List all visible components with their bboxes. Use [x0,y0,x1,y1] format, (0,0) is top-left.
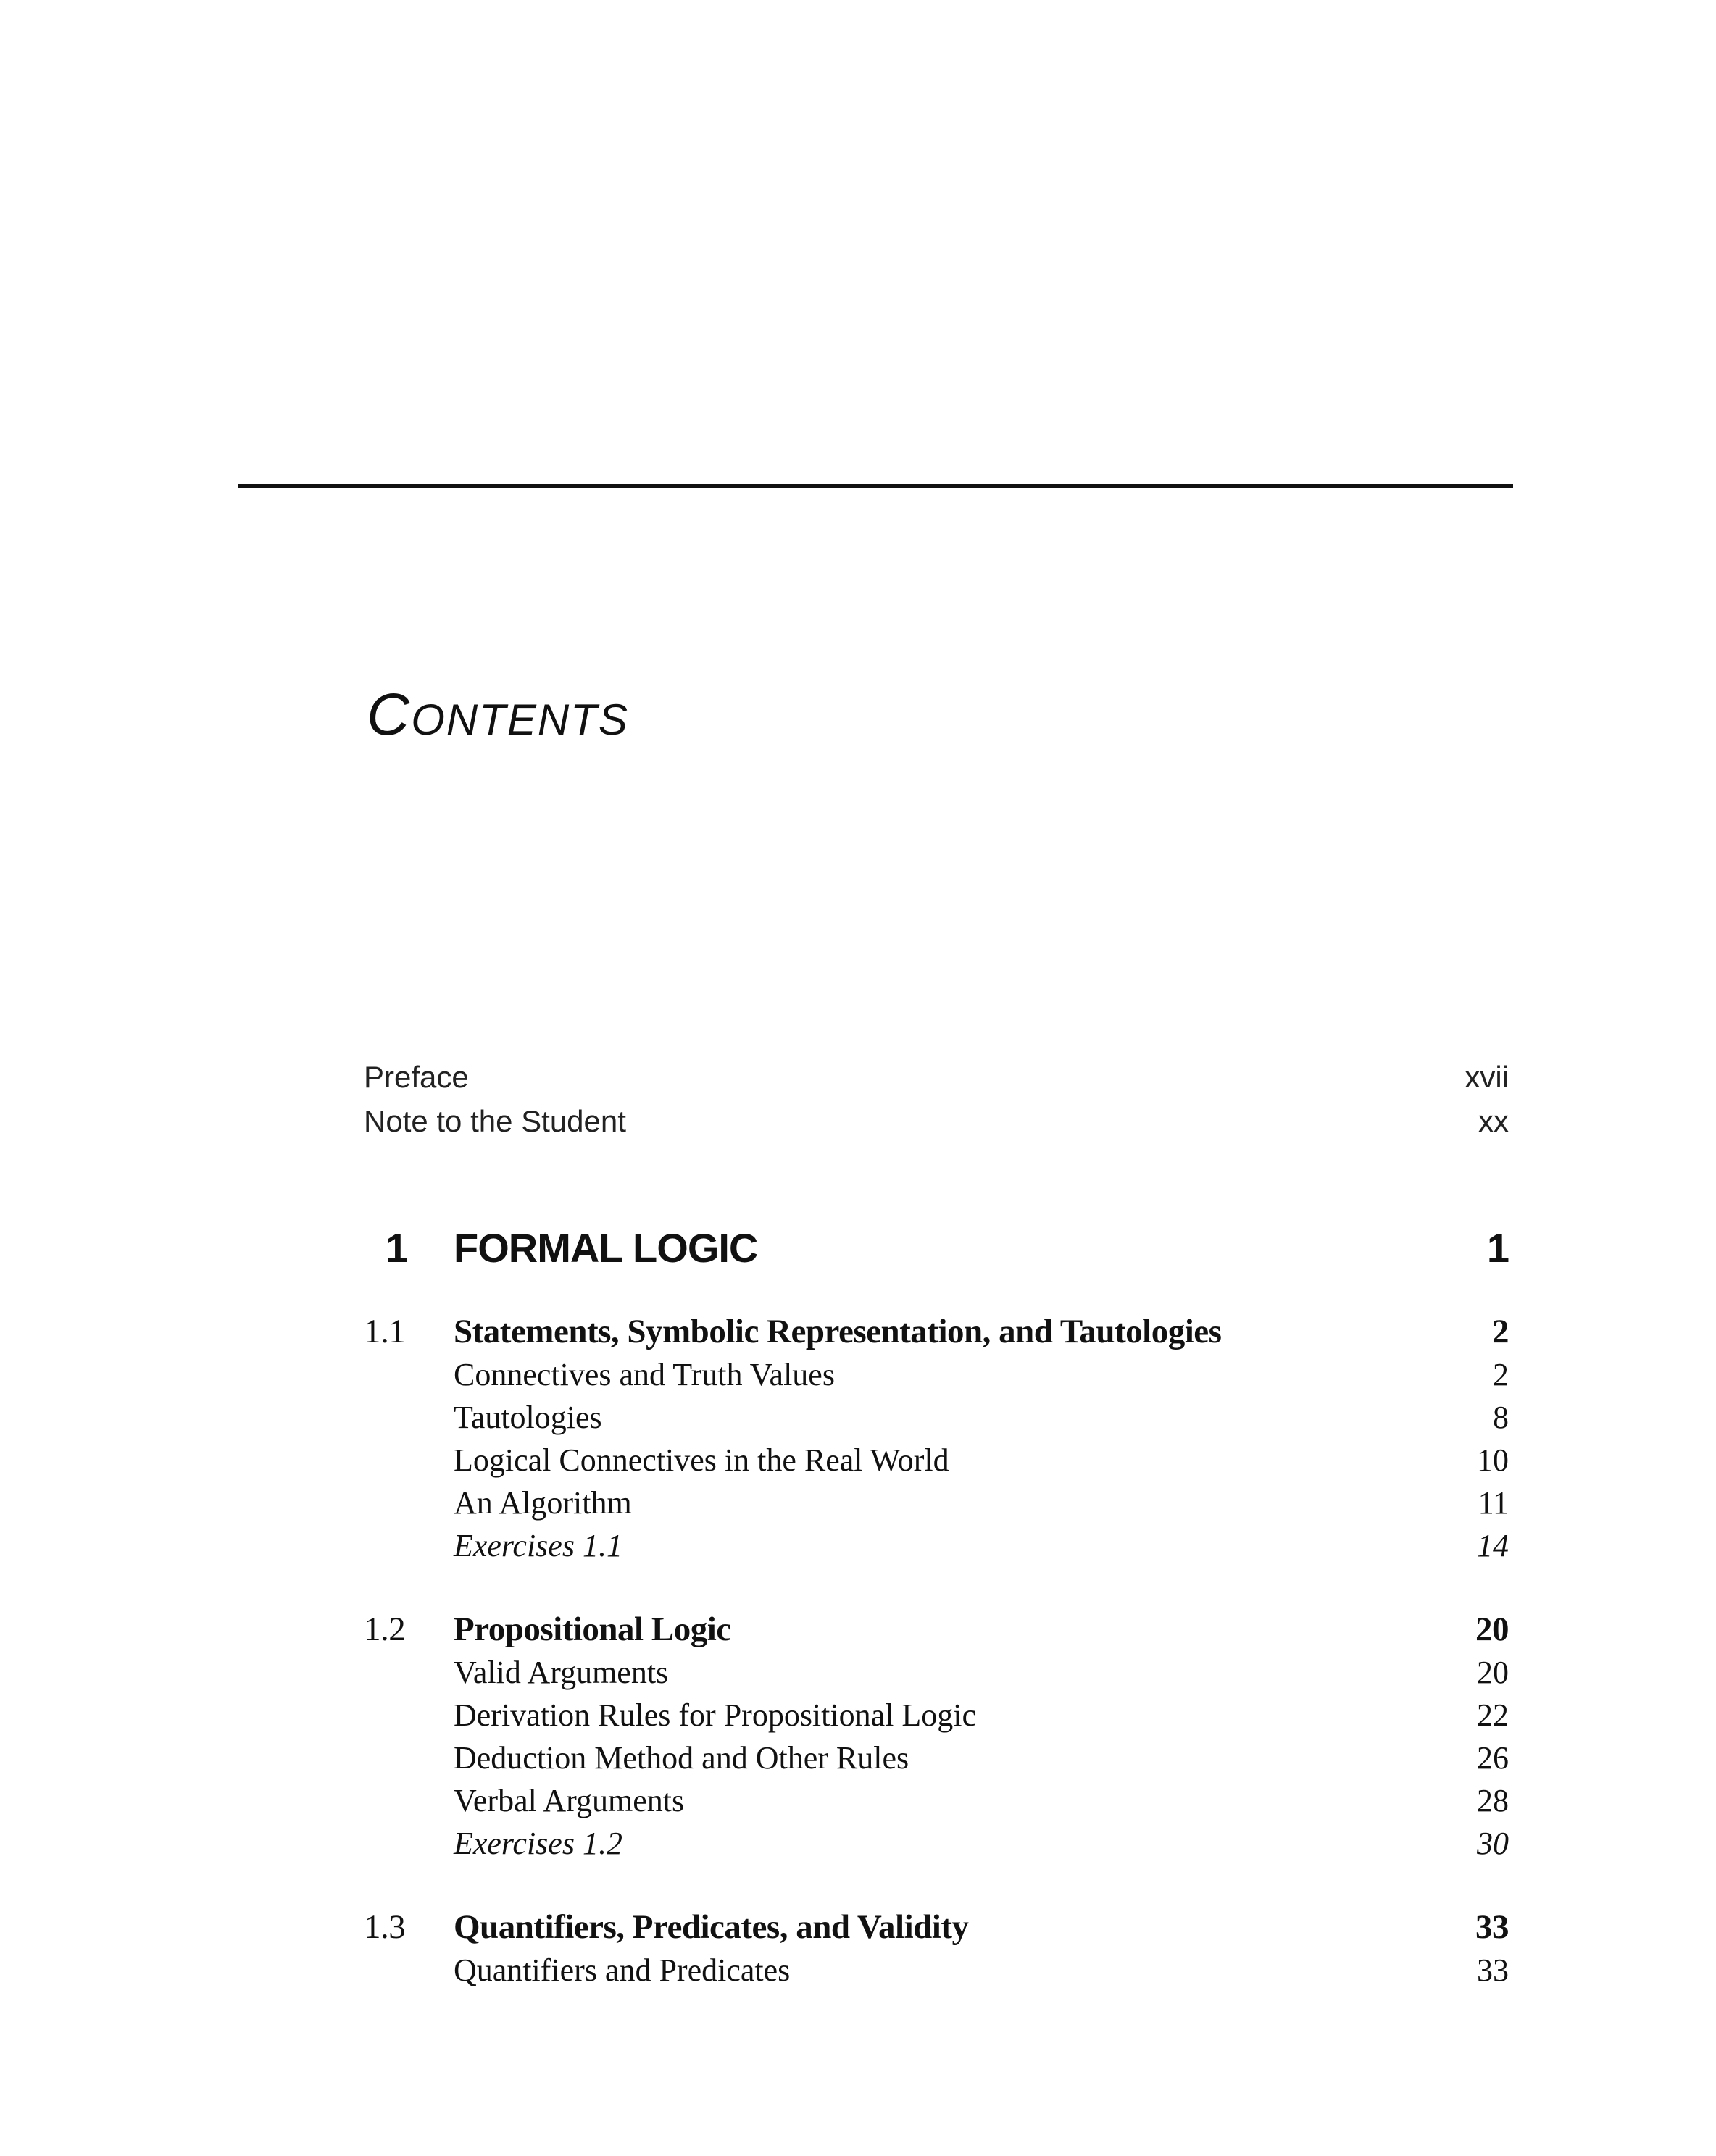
section-page: 20 [1475,1610,1509,1648]
title-initial: C [367,682,412,748]
entry-page: 8 [1493,1400,1509,1435]
entry-label: Connectives and Truth Values [454,1357,835,1392]
entry-label: An Algorithm [454,1485,632,1521]
entry-label: Quantifiers and Predicates [454,1952,791,1988]
top-rule [238,484,1513,488]
table-of-contents [364,1055,1509,1992]
section-page: 2 [1492,1313,1509,1350]
entry-page: 20 [1477,1655,1509,1690]
entry-page: xx [1478,1104,1509,1138]
entry-label: Logical Connectives in the Real World [454,1442,949,1478]
sections [364,1310,1509,1992]
chapter-title: FORMAL LOGIC [454,1225,758,1271]
toc-entry-note [364,1099,1509,1143]
section-title: Statements, Symbolic Representation, and Tautologies [454,1313,1222,1350]
section-heading [364,1905,1509,1949]
entry-label: Verbal Arguments [454,1783,685,1818]
section-heading [364,1310,1509,1353]
toc-entry [364,1482,1509,1524]
entry-page: 2 [1493,1357,1509,1392]
toc-entry [364,1524,1509,1567]
toc-section [364,1905,1509,1992]
entry-page: 28 [1477,1783,1509,1818]
entry-label: Tautologies [454,1400,602,1435]
section-title: Quantifiers, Predicates, and Validity [454,1908,969,1946]
section-number: 1.3 [364,1908,406,1946]
entry-label: Deduction Method and Other Rules [454,1740,909,1776]
toc-entry [364,1737,1509,1779]
chapter-number: 1 [386,1225,408,1271]
chapter-heading [364,1223,1509,1274]
entry-label: Note to the Student [364,1104,626,1138]
entry-page: 30 [1477,1826,1509,1861]
entry-page: xvii [1465,1060,1509,1094]
entry-label: Exercises 1.1 [454,1528,622,1563]
toc-entry [364,1949,1509,1992]
entry-page: 22 [1477,1697,1509,1733]
title-rest: ONTENTS [411,695,629,744]
entry-label: Derivation Rules for Propositional Logic [454,1697,976,1733]
chapter-page: 1 [1486,1225,1509,1271]
entry-label: Preface [364,1060,469,1094]
entry-page: 11 [1478,1485,1509,1521]
section-number: 1.2 [364,1610,406,1648]
toc-entry [364,1651,1509,1694]
toc-entry [364,1396,1509,1439]
front-matter [364,1055,1509,1143]
entry-label: Exercises 1.2 [454,1826,622,1861]
page-title [367,681,629,749]
entry-page: 26 [1477,1740,1509,1776]
entry-page: 33 [1477,1952,1509,1988]
toc-entry [364,1439,1509,1482]
entry-page: 14 [1477,1528,1509,1563]
toc-entry-preface [364,1055,1509,1099]
section-heading [364,1608,1509,1651]
entry-label: Valid Arguments [454,1655,669,1690]
toc-entry [364,1822,1509,1865]
entry-page: 10 [1477,1442,1509,1478]
toc-entry [364,1694,1509,1737]
toc-section [364,1608,1509,1865]
toc-section [364,1310,1509,1567]
section-title: Propositional Logic [454,1610,731,1648]
toc-entry [364,1353,1509,1396]
section-number: 1.1 [364,1313,406,1350]
section-page: 33 [1475,1908,1509,1946]
toc-entry [364,1779,1509,1822]
